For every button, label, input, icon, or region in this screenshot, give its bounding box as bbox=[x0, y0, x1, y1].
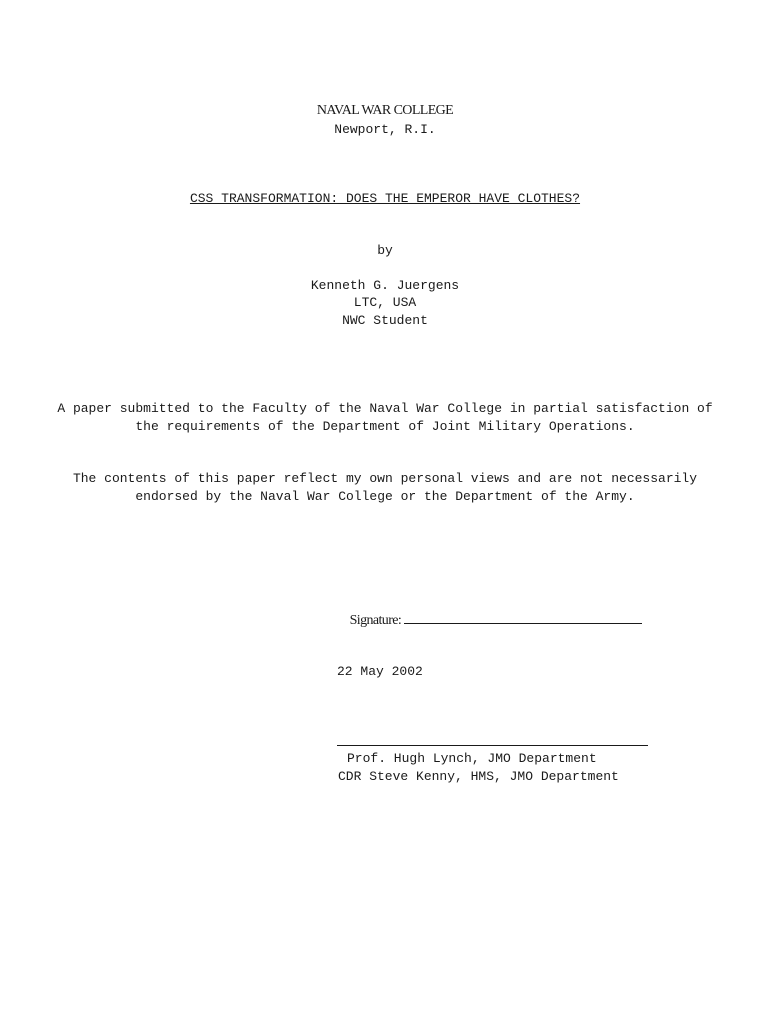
paper-title-text: CSS TRANSFORMATION: DOES THE EMPEROR HAVE CLOTHES? bbox=[189, 191, 581, 206]
advisor-name: Prof. Hugh Lynch, JMO Department bbox=[347, 751, 597, 766]
paper-date: 22 May 2002 bbox=[337, 664, 423, 679]
advisor-signature-line bbox=[337, 745, 648, 746]
submission-statement: A paper submitted to the Faculty of the Naval War College in partial satisfaction of the requirements of the Department of Joint Military Operations. bbox=[57, 401, 713, 434]
author-rank: LTC, USA bbox=[353, 295, 417, 310]
byline: by bbox=[377, 243, 393, 258]
signature-line bbox=[404, 609, 642, 624]
college-location: Newport, R.I. bbox=[334, 122, 436, 137]
author-name: Kenneth G. Juergens bbox=[310, 278, 460, 293]
paper-title bbox=[0, 191, 770, 206]
disclaimer-statement: The contents of this paper reflect my own personal views and are not necessarily endorsed by the Naval War College or the Department of the Army. bbox=[72, 471, 698, 504]
author-role: NWC Student bbox=[342, 313, 428, 328]
signature-label: Signature: bbox=[349, 613, 402, 628]
advisor-name: CDR Steve Kenny, HMS, JMO Department bbox=[338, 769, 619, 784]
signature-block bbox=[338, 593, 642, 645]
college-name: NAVAL WAR COLLEGE bbox=[316, 103, 454, 118]
